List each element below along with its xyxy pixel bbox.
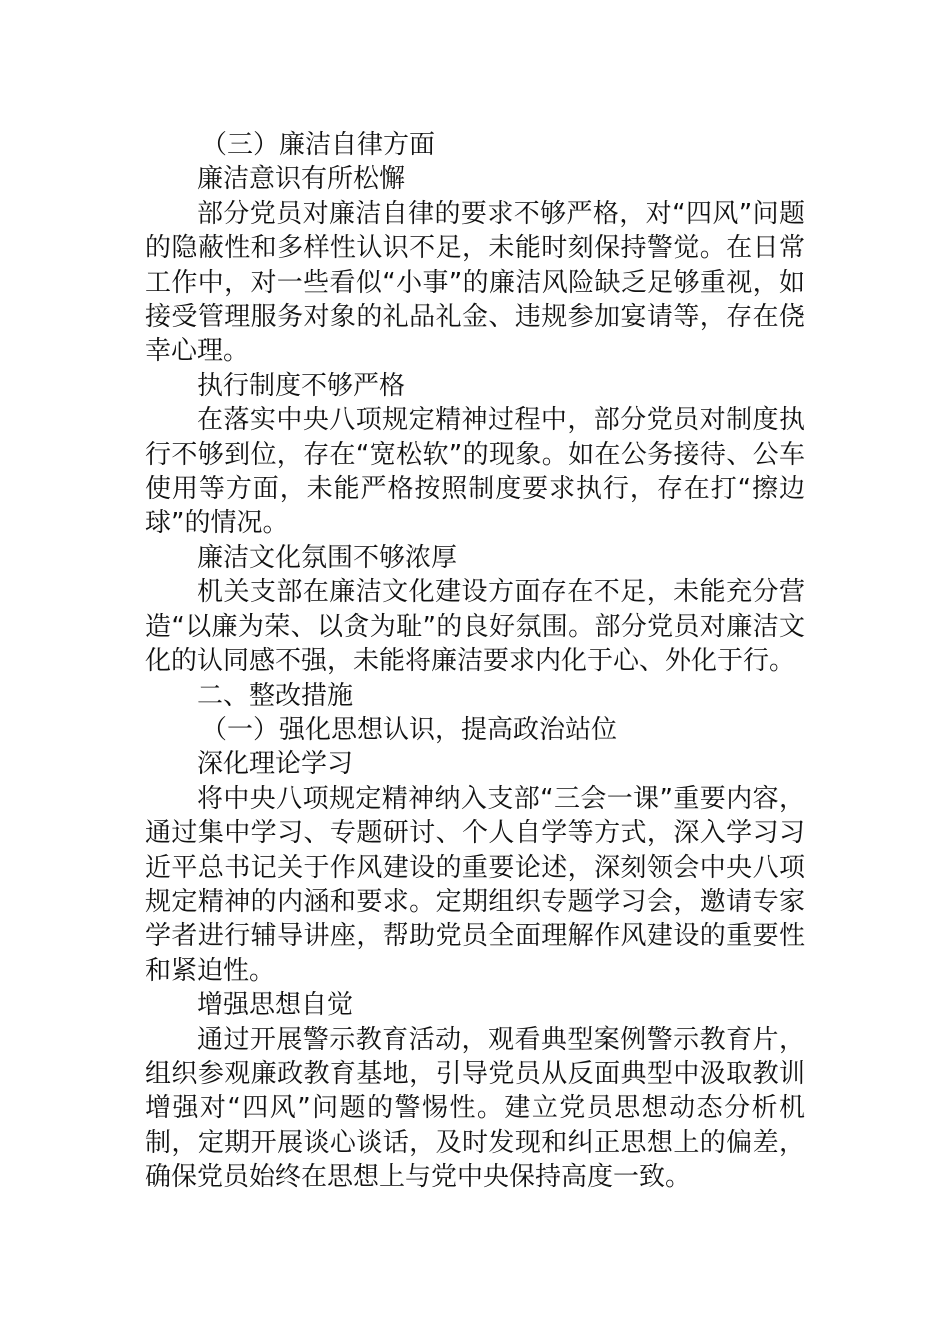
section-heading-measures: 二、整改措施 xyxy=(197,680,354,711)
paragraph-self-awareness: 通过开展警示教育活动，观看典型案例警示教育片，组织参观廉政教育基地，引导党员从反面典型中汲取教训增强对“四风”问题的警惕性。建立党员思想动态分析机制，定期开展谈心谈话，及时发现和纠正思想上的偏差，确保党员始终在思想上与党中央保持高度一致。 xyxy=(145,1024,805,1193)
paragraph-culture: 机关支部在廉洁文化建设方面存在不足，未能充分营造“以廉为荣、以贪为耻”的良好氛围。部分党员对廉洁文化的认同感不强，未能将廉洁要求内化于心、外化于行。 xyxy=(145,577,805,677)
subheading-integrity: （三）廉洁自律方面 xyxy=(201,130,436,160)
paragraph-awareness: 部分党员对廉洁自律的要求不够严格，对“四风”问题的隐蔽性和多样性认识不足，未能时刻保持警觉。在日常工作中，对一些看似“小事”的廉洁风险缺乏足够重视，如接受管理服务对象的礼品礼金、违规参加宴请等，存在侥幸心理。 xyxy=(145,198,805,367)
paragraph-theory-study: 将中央八项规定精神纳入支部“三会一课”重要内容，通过集中学习、专题研讨、个人自学等方式，深入学习习近平总书记关于作风建设的重要论述，深刻领会中央八项规定精神的内涵和要求。定期组织专题学习会，邀请专家学者进行辅导讲座，帮助党员全面理解作风建设的重要性和紧迫性。 xyxy=(145,783,805,986)
document-body xyxy=(145,128,805,1195)
topic-enforcement: 执行制度不够严格 xyxy=(197,370,406,401)
topic-awareness: 廉洁意识有所松懈 xyxy=(197,164,406,195)
topic-self-awareness: 增强思想自觉 xyxy=(197,990,354,1021)
subheading-ideology: （一）强化思想认识，提高政治站位 xyxy=(201,714,618,745)
topic-culture: 廉洁文化氛围不够浓厚 xyxy=(197,542,458,573)
paragraph-enforcement: 在落实中央八项规定精神过程中，部分党员对制度执行不够到位，存在“宽松软”的现象。如在公务接待、公车使用等方面，未能严格按照制度要求执行，存在打“擦边球”的情况。 xyxy=(145,405,805,539)
topic-theory-study: 深化理论学习 xyxy=(197,749,354,780)
